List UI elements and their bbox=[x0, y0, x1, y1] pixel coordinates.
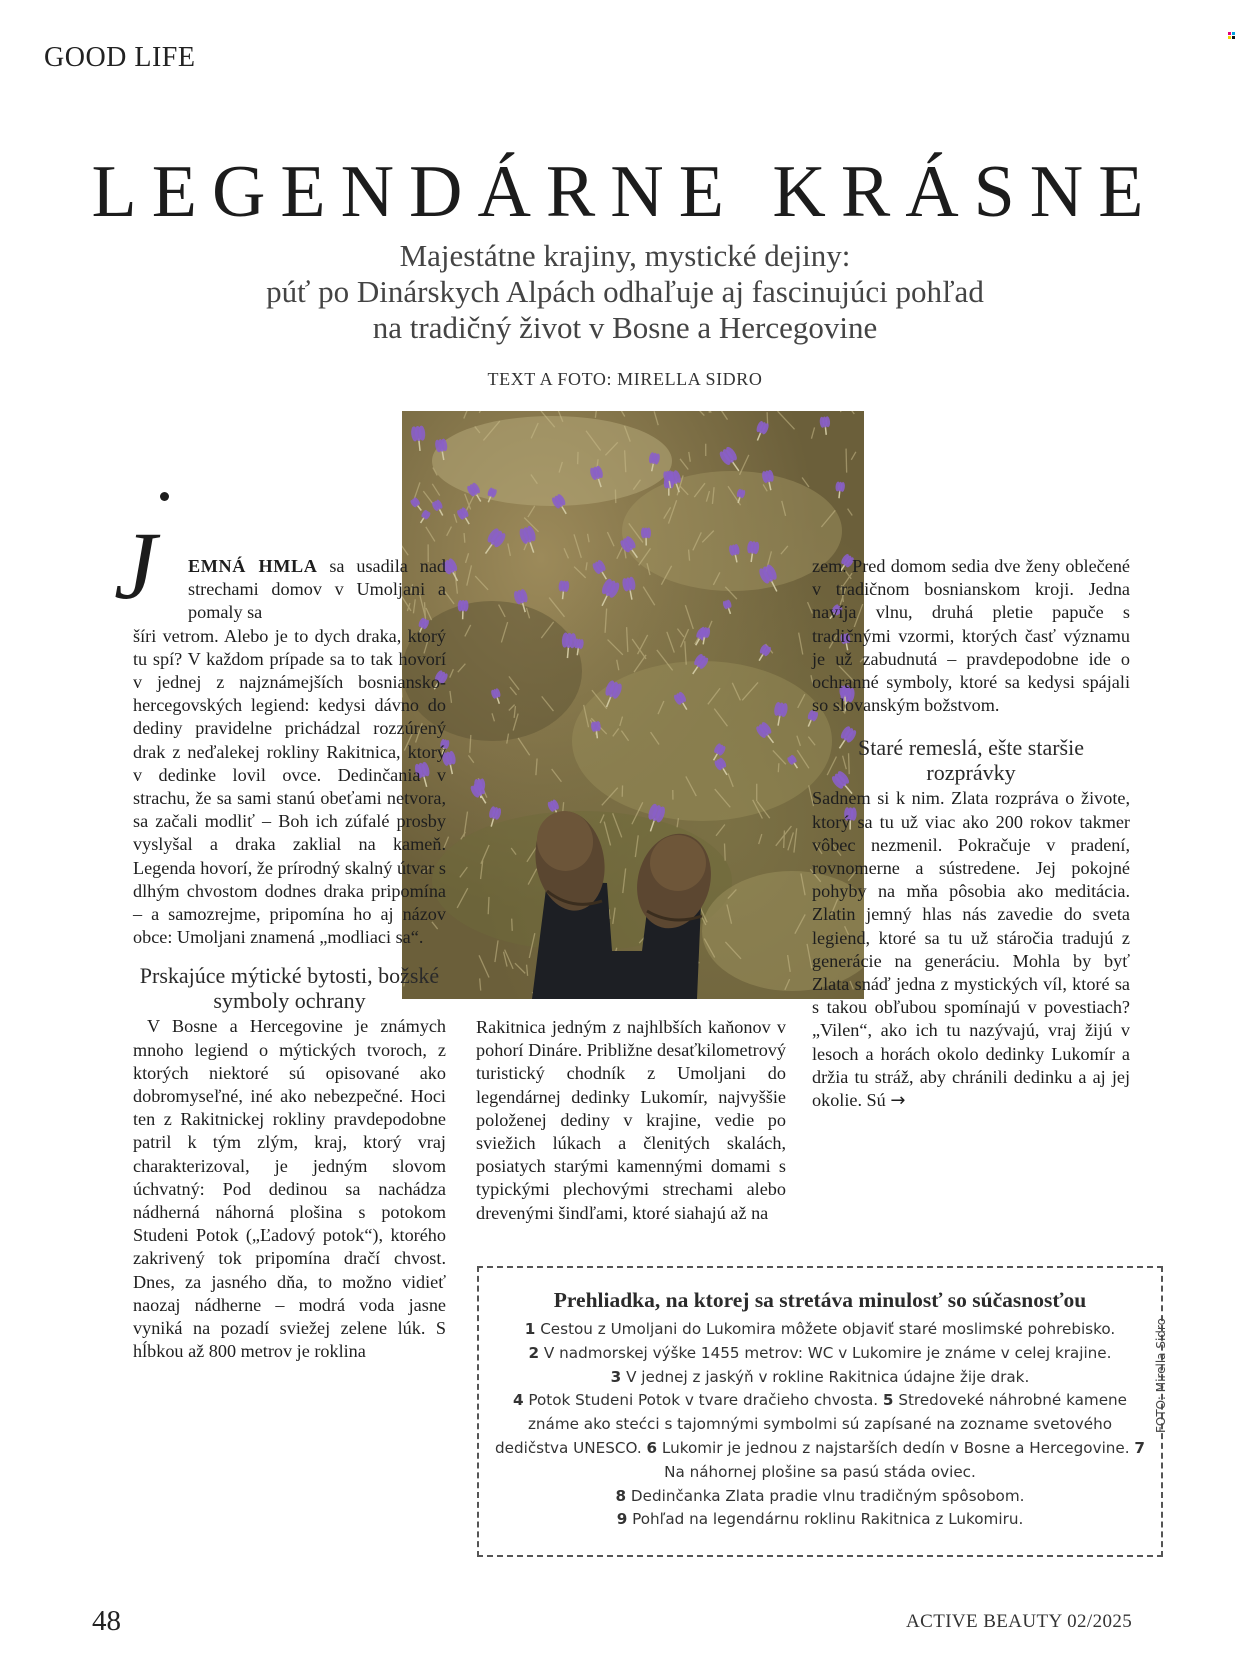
tour-box-list bbox=[491, 1318, 1149, 1532]
drop-cap: J bbox=[114, 512, 157, 619]
grass-blade bbox=[725, 843, 726, 860]
body-paragraph-4: zem. Pred domom sedia dve ženy oblečené v tradičnom bosnianskom kroji. Jedna navíja vlnu, druhá pletie papuče s tradičnými vzormi, ktorých časť významu je už zabudnutá – pravdepodobne ide o ochranné symboly, ktoré sa kedysi spájali so slovanským božstvom. bbox=[812, 556, 1130, 716]
deck-line-2: púť po Dinárskych Alpách odhaľuje aj fascinujúci pohľad bbox=[266, 274, 984, 309]
tour-box-title: Prehliadka, na ktorej sa stretáva minulosť so súčasnosťou bbox=[553, 1288, 1087, 1312]
lead-caps: EMNÁ HMLA bbox=[188, 556, 318, 576]
tour-item-4: 4 Potok Studeni Potok v tvare dračieho chvosta. bbox=[512, 1391, 883, 1410]
body-paragraph-1: šíri vetrom. Alebo je to dych draka, ktorý tu spí? V každom prípade sa to tak hovorí v jednej z najznámejších bosniansko-hercegovských legiend: kedysi dávno do dediny pravidelne prichádzal rozzúrený drak z neďalekej rokliny Rakitnica, ktorý v dedinke lovil ovce. Dedinčania v strachu, že sa sami stanú obeťami netvora, sa začali modliť – Boh ich zúfalé prosby vyslyšal a draka zaklial na kameň. Legenda hovorí, že prírodný skalný útvar s dlhým chvostom dodnes draka pripomína – a samozrejme, pripomína ho aj názov obce: Umoljani znamená „modliaci sa“. bbox=[133, 625, 446, 948]
continue-arrow-icon: → bbox=[890, 1090, 906, 1112]
color-bar-icon bbox=[1228, 32, 1236, 40]
crocus-field-boots-photo bbox=[402, 411, 864, 999]
article-column-3 bbox=[812, 555, 1130, 1112]
deck-line-3: na tradičný život v Bosne a Hercegovine bbox=[372, 310, 878, 345]
tour-item-2: 2 V nadmorskej výške 1455 metrov: WC v Lukomire je známe v celej krajine. bbox=[528, 1343, 1112, 1362]
grass-blade bbox=[464, 533, 465, 543]
body-paragraph-2: V Bosne a Hercegovine je známych mnoho legiend o mýtických tvoroch, z ktorých niektoré sú opisované ako dobromyseľné, iné ako nebezpečné. Hoci ten z Rakitnickej rokliny pravdepodobne patril k tým zlým, kraj, ktorý vraj charakterizoval, je jedným slovom úchvatný: Pod dedinou sa nachádza nádherná náhorná plošina s potokom Studeni Potok („Ľadový potok“), ktorého zakrivený tok pripomína dračí chvost. Dnes, za jasného dňa, to možno vidieť naozaj nádherne – modrá voda jasne vyniká na pozadí sviežej zelene lúk. S hĺbkou až 800 metrov je roklina bbox=[133, 1016, 446, 1362]
grass-blade bbox=[778, 763, 779, 772]
body-paragraph-5-text: Sadnem si k nim. Zlata rozpráva o živote, ktorý sa tu už viac ako 200 rokov takmer vôbec nezmenil. Pokračuje v pradení, rovnomerne a sústredene. Jej pokojné pohyby na mňa pôsobia ako meditácia. Zlatin jemný hlas nás zavedie do sveta legiend, ktoré sa tu už stáročia tradujú z generácie na generáciu. Mohla by byť Zlata snáď jedna z mystických víl, ktoré sa s takou obľubou spomínajú v povestiach? „Vilen“, ako ich tu nazývajú, vraj žijú v lesoch a horách okolo dedinky Lukomír a držia tu stráž, aby chránili dedinku a aj jej okolie. Sú bbox=[812, 788, 1130, 1111]
tour-item-3: 3 V jednej z jaskýň v rokline Rakitnica údajne žije drak. bbox=[610, 1367, 1030, 1386]
tour-item-1: 1 Cestou z Umoljani do Lukomira môžete objaviť staré moslimské pohrebisko. bbox=[524, 1320, 1116, 1338]
photo-credit: FOTO: Mirella Sidro bbox=[1154, 1318, 1168, 1433]
article-title: LEGENDÁRNE KRÁSNE bbox=[91, 151, 1159, 233]
subhead-old-crafts: Staré remeslá, ešte staršie rozprávky bbox=[857, 735, 1084, 786]
grass-blade bbox=[512, 919, 513, 931]
grass-blade bbox=[784, 831, 785, 848]
grass-blade bbox=[846, 449, 847, 473]
deck-line-1: Majestátne krajiny, mystické dejiny: bbox=[399, 238, 851, 273]
grass-blade bbox=[488, 897, 489, 914]
magazine-issue: ACTIVE BEAUTY 02/2025 bbox=[906, 1611, 1133, 1632]
tour-item-5: 5 Stredoveké náhrobné kamene známe ako stećci s tajomnými symbolmi sú zapísané na zozname svetového dedičstva UNESCO. bbox=[494, 1391, 1128, 1457]
lead-paragraph bbox=[133, 555, 446, 625]
subhead-mythical-beings: Prskajúce mýtické bytosti, božské symboly ochrany bbox=[139, 963, 440, 1014]
tour-item-8: 8 Dedinčanka Zlata pradie vlnu tradičným spôsobom. bbox=[615, 1486, 1025, 1505]
section-label: GOOD LIFE bbox=[44, 42, 196, 73]
article-column-2 bbox=[476, 1016, 786, 1225]
tour-item-9: 9 Pohľad na legendárnu roklinu Rakitnica z Lukomiru. bbox=[616, 1510, 1024, 1529]
tour-item-6: 6 Lukomir je jednou z najstarších dedín v Bosne a Hercegovine. bbox=[646, 1438, 1135, 1457]
article-column-1 bbox=[133, 555, 446, 1364]
body-paragraph-5 bbox=[812, 787, 1130, 1112]
drop-cap-dot bbox=[160, 492, 169, 501]
tour-box bbox=[477, 1266, 1163, 1557]
page-number: 48 bbox=[92, 1605, 121, 1637]
lead-text: sa usadila nad strechami domov v Umoljani a pomaly sa bbox=[188, 556, 447, 623]
body-paragraph-3: Rakitnica jedným z najhlbších kaňonov v pohorí Dináre. Približne desaťkilometrový turistický chodník z Umoljani do legendárnej dedinky Lukomír, najvyššie položenej dediny v krajine, vedie po sviežich lúkach a členitých skalách, posiatych starými kamennými domami s typickými plechovými strechami alebo drevenými šindľami, ktoré siahajú až na bbox=[476, 1017, 786, 1223]
tour-item-7: 7 Na náhornej plošine sa pasú stáda oviec. bbox=[664, 1438, 1145, 1481]
byline: TEXT A FOTO: MIRELLA SIDRO bbox=[487, 369, 763, 389]
